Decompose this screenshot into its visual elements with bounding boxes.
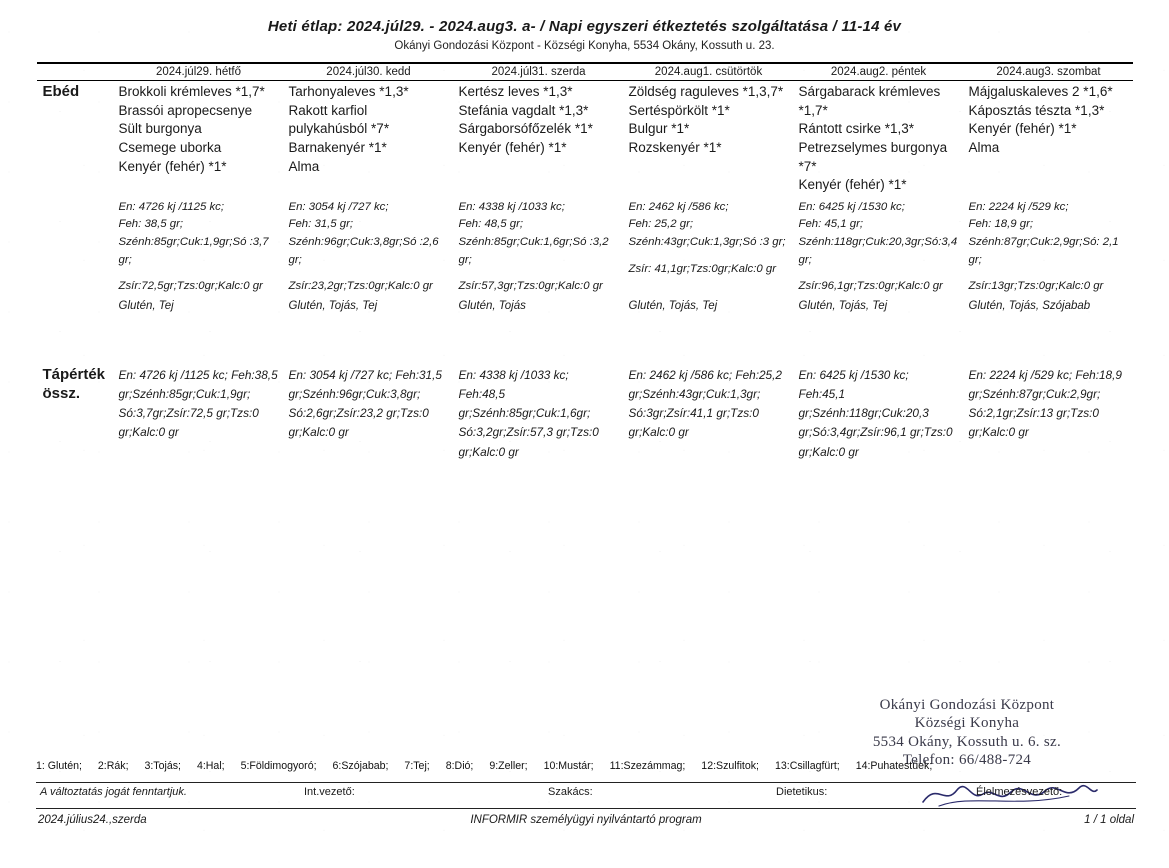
dish-item: Stefánia vagdalt *1,3*	[458, 102, 589, 118]
nutrition-line: En: 2462 kj /586 kc;	[628, 200, 729, 213]
nutrition-line: Zsír:23,2gr;Tzs:0gr;Kalc:0 gr	[288, 280, 433, 293]
stamp-line-4: Telefon: 66/488-724	[902, 751, 1032, 768]
change-rights-note: A változtatás jogát fenntartjuk.	[40, 786, 187, 798]
nutrition-cell-mon	[113, 197, 283, 298]
legend-item: 1: Glutén;	[36, 760, 82, 772]
dish-item: Brassói apropecsenye	[118, 102, 253, 118]
dish-item: Sárgabarack krémleves *1,7*	[798, 84, 941, 118]
nutrition-cell-fri	[793, 197, 963, 298]
nutrition-line: En: 3054 kj /727 kc;	[288, 200, 389, 213]
total-row	[37, 364, 1133, 464]
nutrition-line: Zsír: 41,1gr;Tzs:0gr;Kalc:0 gr	[628, 262, 776, 275]
allergen-cell-fri: Glutén, Tojás, Tej	[798, 300, 888, 313]
nutrition-line: En: 4338 kj /1033 kc;	[458, 200, 565, 213]
total-cell-wed: En: 4338 kj /1033 kc; Feh:48,5 gr;Szénh:85gr;Cuk:1,6gr; Só:3,2gr;Zsír:57,3 gr;Tzs:0 gr;Kalc:0 gr	[458, 368, 599, 459]
nutrition-line: Szénh:96gr;Cuk:3,8gr;Só :2,6 gr;	[288, 236, 439, 266]
day-header-tue: 2024.júl30. kedd	[283, 63, 453, 81]
dish-item: Sertéspörkölt *1*	[628, 102, 730, 118]
nutrition-row	[37, 197, 1133, 298]
nutrition-line: Zsír:13gr;Tzs:0gr;Kalc:0 gr	[968, 280, 1104, 293]
total-cell-mon: En: 4726 kj /1125 kc; Feh:38,5 gr;Szénh:85gr;Cuk:1,9gr; Só:3,7gr;Zsír:72,5 gr;Tzs:0 gr;Kalc:0 gr	[118, 368, 278, 440]
dish-item: Bulgur *1*	[628, 121, 690, 137]
day-header-mon: 2024.júl29. hétfő	[113, 63, 283, 81]
footer-page-number: 1 / 1 oldal	[1084, 814, 1134, 826]
dish-item: Rakott karfiol	[288, 102, 368, 118]
dish-item: Barnakenyér *1*	[288, 139, 387, 155]
nutrition-line: Feh: 48,5 gr;	[458, 218, 524, 231]
table-header-row	[37, 63, 1133, 81]
weekly-menu-table	[37, 62, 1133, 464]
nutrition-line: En: 6425 kj /1530 kc;	[798, 200, 905, 213]
nutrition-row-label	[37, 197, 113, 298]
dish-item: Csemege uborka	[118, 139, 222, 155]
dish-item: Májgaluskaleves 2 *1,6*	[968, 84, 1113, 99]
legend-item: 3:Tojás;	[144, 760, 181, 772]
total-label-line2: össz.	[42, 384, 81, 402]
legend-item: 4:Hal;	[196, 760, 225, 772]
dish-item: Káposztás tészta *1,3*	[968, 102, 1105, 118]
dishes-cell-thu	[623, 81, 793, 197]
dish-item: Sült burgonya	[118, 121, 202, 137]
menu-document-page	[0, 18, 1169, 868]
legend-item: 8:Dió;	[445, 760, 474, 772]
legend-item: 14:Puhatestűek;	[855, 760, 933, 772]
signature-dietitian: Dietetikus:	[776, 786, 828, 798]
stamp-line-2: Községi Konyha	[914, 715, 1020, 732]
dish-item: Alma	[968, 139, 1000, 155]
nutrition-line: Zsír:96,1gr;Tzs:0gr;Kalc:0 gr	[798, 280, 943, 293]
dish-item: Rántott csirke *1,3*	[798, 121, 915, 137]
legend-item: 5:Földimogyoró;	[240, 760, 317, 772]
legend-item: 10:Mustár;	[543, 760, 594, 772]
nutrition-line: Szénh:85gr;Cuk:1,6gr;Só :3,2 gr;	[458, 236, 609, 266]
allergen-row-label	[37, 298, 113, 364]
dish-item: Kenyér (fehér) *1*	[798, 177, 907, 193]
day-header-thu: 2024.aug1. csütörtök	[623, 63, 793, 81]
legend-item: 6:Szójabab;	[332, 760, 389, 772]
nutrition-line: Zsír:72,5gr;Tzs:0gr;Kalc:0 gr	[118, 280, 263, 293]
dish-item: Kenyér (fehér) *1*	[118, 158, 227, 174]
nutrition-cell-thu	[623, 197, 793, 298]
dishes-cell-sat	[963, 81, 1133, 197]
nutrition-line: Feh: 38,5 gr;	[118, 218, 184, 231]
dish-item: Kenyér (fehér) *1*	[968, 121, 1077, 137]
dishes-cell-tue	[283, 81, 453, 197]
allergen-row	[37, 298, 1133, 364]
allergen-cell-thu: Glutén, Tojás, Tej	[628, 300, 718, 313]
total-cell-fri: En: 6425 kj /1530 kc; Feh:45,1 gr;Szénh:118gr;Cuk:20,3 gr;Só:3,4gr;Zsír:96,1 gr;Tzs:0 gr;Kalc:0 gr	[798, 368, 953, 459]
nutrition-line: En: 2224 kj /529 kc;	[968, 200, 1069, 213]
dish-item: Alma	[288, 158, 320, 174]
total-label-line1: Tápérték	[42, 366, 106, 384]
signature-line-row	[36, 782, 1136, 803]
lunch-dishes-row	[37, 81, 1133, 197]
dishes-cell-wed	[453, 81, 623, 197]
page-title: Heti étlap: 2024.júl29. - 2024.aug3. a- / Napi egyszeri étkeztetés szolgáltatása / 11-14 év	[267, 18, 902, 35]
legend-item: 9:Zeller;	[489, 760, 528, 772]
allergen-cell-mon: Glutén, Tej	[118, 300, 174, 313]
nutrition-line: Zsír:57,3gr;Tzs:0gr;Kalc:0 gr	[458, 280, 603, 293]
row-label-total	[37, 364, 113, 464]
day-header-wed: 2024.júl31. szerda	[453, 63, 623, 81]
page-subtitle: Okányi Gondozási Központ - Községi Konyha, 5534 Okány, Kossuth u. 23.	[394, 40, 775, 52]
allergen-cell-wed: Glutén, Tojás	[458, 300, 526, 313]
dish-item: Rozskenyér *1*	[628, 139, 722, 155]
legend-item: 13:Csillagfürt;	[774, 760, 840, 772]
total-cell-thu: En: 2462 kj /586 kc; Feh:25,2 gr;Szénh:43gr;Cuk:1,3gr; Só:3gr;Zsír:41,1 gr;Tzs:0 gr;Kalc:0 gr	[628, 368, 782, 440]
page-footer	[36, 808, 1136, 826]
dish-item: Kenyér (fehér) *1*	[458, 139, 567, 155]
nutrition-line: Szénh:43gr;Cuk:1,3gr;Só :3 gr;	[628, 236, 786, 249]
dish-item: pulykahúsból *7*	[288, 121, 390, 137]
nutrition-line: Feh: 45,1 gr;	[798, 218, 864, 231]
nutrition-line: Szénh:85gr;Cuk:1,9gr;Só :3,7 gr;	[118, 236, 269, 266]
day-header-sat: 2024.aug3. szombat	[963, 63, 1133, 81]
nutrition-line: Feh: 31,5 gr;	[288, 218, 354, 231]
allergen-legend	[36, 760, 1136, 772]
signature-catering-manager: Élelmezésvezető:	[976, 786, 1063, 798]
total-cell-sat: En: 2224 kj /529 kc; Feh:18,9 gr;Szénh:87gr;Cuk:2,9gr; Só:2,1gr;Zsír:13 gr;Tzs:0 gr;Kalc:0 gr	[968, 368, 1122, 440]
stamp-line-1: Okányi Gondozási Központ	[879, 697, 1055, 713]
stamp-line-3: 5534 Okány, Kossuth u. 6. sz.	[872, 733, 1061, 750]
allergen-cell-tue: Glutén, Tojás, Tej	[288, 300, 378, 313]
dish-item: Tarhonyaleves *1,3*	[288, 84, 409, 99]
nutrition-cell-sat	[963, 197, 1133, 298]
footer-date: 2024.július24.,szerda	[38, 814, 147, 826]
institution-stamp	[873, 696, 1061, 769]
nutrition-line: Feh: 18,9 gr;	[968, 218, 1034, 231]
nutrition-cell-wed	[453, 197, 623, 298]
dish-item: Brokkoli krémleves *1,7*	[118, 84, 265, 99]
signature-institution-leader: Int.vezető:	[304, 786, 355, 798]
nutrition-line: Szénh:87gr;Cuk:2,9gr;Só: 2,1 gr;	[968, 236, 1119, 266]
nutrition-cell-tue	[283, 197, 453, 298]
row-label-lunch: Ebéd	[42, 83, 80, 100]
total-cell-tue: En: 3054 kj /727 kc; Feh:31,5 gr;Szénh:96gr;Cuk:3,8gr; Só:2,6gr;Zsír:23,2 gr;Tzs:0 gr;Kalc:0 gr	[288, 368, 442, 440]
dishes-cell-mon	[113, 81, 283, 197]
allergen-cell-sat: Glutén, Tojás, Szójabab	[968, 300, 1091, 313]
nutrition-line: En: 4726 kj /1125 kc;	[118, 200, 225, 213]
day-header-fri: 2024.aug2. péntek	[793, 63, 963, 81]
dish-item: Petrezselymes burgonya *7*	[798, 139, 948, 174]
dishes-cell-fri	[793, 81, 963, 197]
dish-item: Kertész leves *1,3*	[458, 84, 573, 99]
nutrition-line: Szénh:118gr;Cuk:20,3gr;Só:3,4 gr;	[798, 236, 958, 266]
legend-item: 2:Rák;	[97, 760, 129, 772]
footer-program: INFORMIR személyügyi nyilvántartó program	[470, 814, 702, 826]
signature-chef: Szakács:	[548, 786, 593, 798]
table-corner-cell	[37, 63, 113, 81]
legend-item: 7:Tej;	[404, 760, 430, 772]
nutrition-line: Feh: 25,2 gr;	[628, 218, 694, 231]
dish-item: Sárgaborsófőzelék *1*	[458, 121, 593, 137]
legend-item: 11:Szezámmag;	[609, 760, 686, 772]
legend-item: 12:Szulfitok;	[701, 760, 760, 772]
dish-item: Zöldség raguleves *1,3,7*	[628, 84, 784, 99]
